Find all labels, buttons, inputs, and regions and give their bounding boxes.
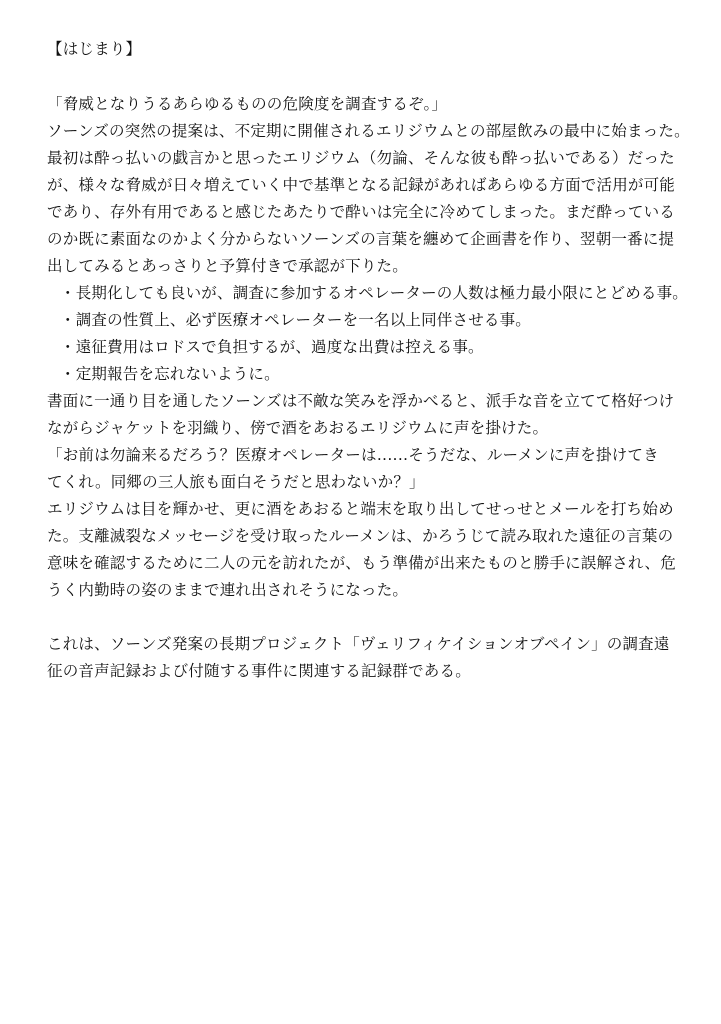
bullet-item: ・調査の性質上、必ず医療オペレーターを一名以上同伴させる事。 <box>60 311 532 329</box>
text-line: 書面に一通り目を通したソーンズは不敵な笑みを浮かべると、派手な音を立てて格好つけ <box>47 392 675 410</box>
text-line: であり、存外有用であると感じたあたりで酔いは完全に冷めてしまった。まだ酔っている <box>47 203 676 221</box>
text-line: た。支離滅裂なメッセージを受け取ったルーメンは、かろうじて読み取れた遠征の言葉の <box>47 527 674 545</box>
text-line: てくれ。同郷の三人旅も面白そうだと思わないか？」 <box>47 473 425 491</box>
text-line: 「脅威となりうるあらゆるものの危険度を調査するぞ。」 <box>47 95 448 113</box>
text-line: ながらジャケットを羽織り、傍で酒をあおるエリジウムに声を掛けた。 <box>47 419 549 437</box>
bullet-item: ・長期化しても良いが、調査に参加するオペレーターの人数は極力最小限にとどめる事。 <box>60 284 689 302</box>
bullet-item: ・定期報告を忘れないように。 <box>60 365 280 383</box>
text-line: のか既に素面なのかよく分からないソーンズの言葉を纏めて企画書を作り、翌朝一番に提 <box>47 230 675 248</box>
text-line: エリジウムは目を輝かせ、更に酒をあおると端末を取り出してせっせとメールを打ち始め <box>47 500 674 518</box>
text-line: これは、ソーンズ発案の長期プロジェクト「ヴェリフィケイションオブペイン」の調査遠 <box>47 635 670 653</box>
section-heading: 【はじまり】 <box>47 40 142 58</box>
text-line: 「お前は勿論来るだろう？医療オペレーターは‥‥‥そうだな、ルーメンに声を掛けてき <box>47 446 659 464</box>
text-line: うく内勤時の姿のままで連れ出されそうになった。 <box>47 581 409 599</box>
text-line: 意味を確認するために二人の元を訪れたが、もう準備が出来たものと勝手に誤解され、危 <box>47 554 676 572</box>
text-line: 最初は酔っ払いの戯言かと思ったエリジウム（勿論、そんな彼も酔っ払いである）だった <box>47 149 675 167</box>
bullet-item: ・遠征費用はロドスで負担するが、過度な出費は控える事。 <box>60 338 484 356</box>
text-line: 出してみるとあっさりと予算付きで承認が下りた。 <box>47 257 408 275</box>
text-line: ソーンズの突然の提案は、不定期に開催されるエリジウムとの部屋飲みの最中に始まった。 <box>47 122 690 140</box>
text-line: 征の音声記録および付随する事件に関連する記録群である。 <box>47 662 471 680</box>
text-line: が、様々な脅威が日々増えていく中で基準となる記録があればあらゆる方面で活用が可能 <box>47 176 676 194</box>
